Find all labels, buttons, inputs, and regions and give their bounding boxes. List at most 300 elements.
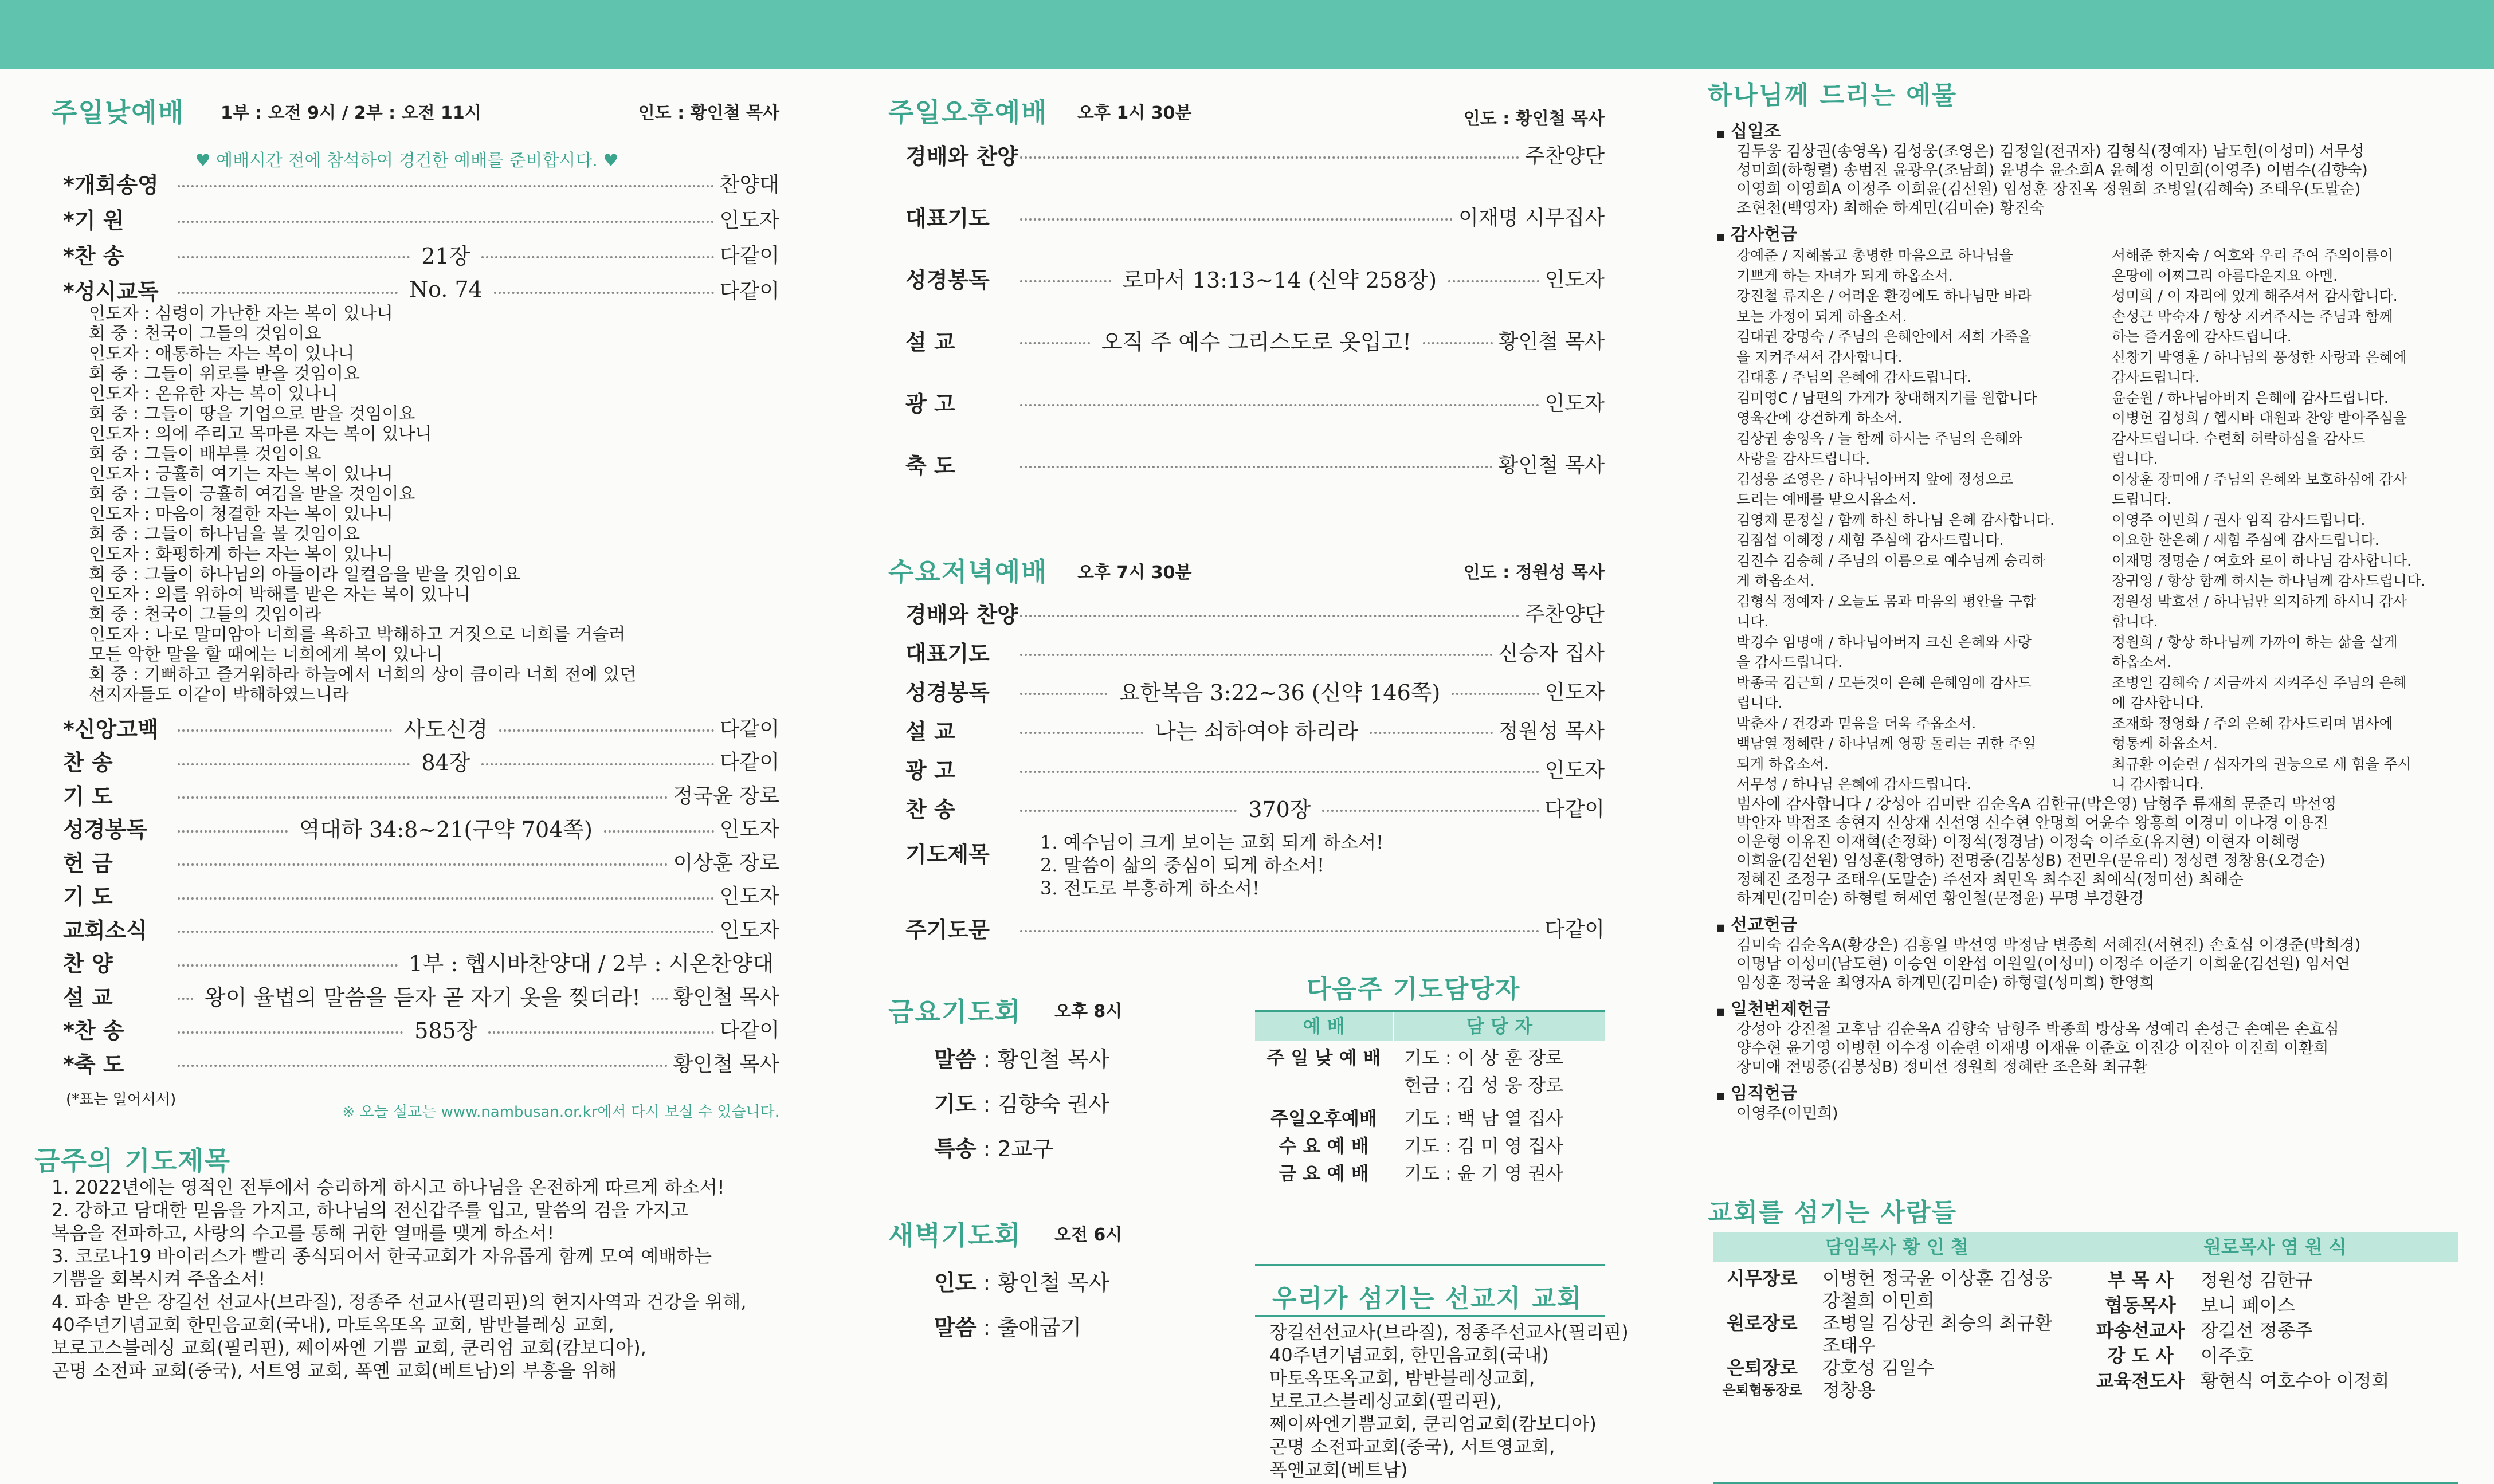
- thanks-line: 을 감사드립니다.: [1736, 654, 1842, 670]
- thanks-line: 김상권 송영옥 / 늘 함께 하시는 주님의 은혜와: [1736, 430, 2022, 447]
- order-row: [63, 1046, 779, 1079]
- sunday-afternoon-time: 오후 1시 30분: [1077, 103, 1192, 123]
- staff-row: [1713, 1379, 2080, 1401]
- wednesday-title: 수요저녁예배: [888, 556, 1048, 587]
- reading-line: 인도자 : 마음이 청결한 자는 복이 있나니: [89, 504, 394, 524]
- next-week-header: [1255, 1012, 1605, 1041]
- order-row: [63, 778, 779, 811]
- order-row: [905, 713, 1605, 746]
- worship-name: 금 요 예 배: [1279, 1163, 1369, 1184]
- prayer-line: 2. 말씀이 삶의 중심이 되게 하소서!: [1040, 854, 1325, 876]
- staff-role: 강 도 사: [2107, 1345, 2174, 1367]
- bullet-icon: ■: [1716, 1090, 1726, 1101]
- duty-person: 기도 : 김 미 영 집사: [1404, 1135, 1564, 1157]
- thanks-line: 김성웅 조영은 / 하나님아버지 앞에 정성으로: [1736, 470, 2013, 488]
- order-person: 다같이: [719, 751, 780, 774]
- order-label: *찬 송: [63, 243, 124, 269]
- emeritus-pastor: 원로목사 염 원 식: [2203, 1236, 2347, 1258]
- dawn-line-key: 말씀: [934, 1315, 977, 1340]
- offering-line: 김두웅 김상권(송영옥) 김성웅(조영은) 김정일(전귀자) 김형식(정예자) 남도현(이성미) 서무성: [1736, 143, 2364, 160]
- staff-row: [1713, 1357, 2080, 1379]
- next-week-row: [1255, 1132, 1605, 1160]
- standing-footnote: (*표는 일어서서): [66, 1091, 177, 1108]
- offering-line: 양수현 윤기영 이병헌 이수정 이순련 이재명 이재윤 이준호 이진강 이진아 이진희 이환희: [1736, 1039, 2329, 1057]
- order-person: 인도자: [1544, 680, 1605, 704]
- wednesday-prayer-label: 기도제목: [905, 842, 990, 867]
- prayer-topic-line: 기쁨을 회복시켜 주옵소서!: [52, 1268, 266, 1290]
- thanks-line: 이병헌 김성희 / 헵시바 대원과 찬양 받아주심을: [2112, 410, 2407, 426]
- dot-leader: [494, 292, 714, 294]
- prayer-topic-line: 1. 2022년에는 영적인 전투에서 승리하게 하시고 하나님을 온전하게 따르게 하소서!: [52, 1176, 725, 1198]
- order-detail: 1부 : 헵시바찬양대 / 2부 : 시온찬양대: [409, 951, 774, 976]
- mission-line: 마토옥또옥교회, 밤반블레싱교회,: [1269, 1367, 1535, 1389]
- order-person: 인도자: [1544, 391, 1605, 415]
- staff-row: [1713, 1290, 2080, 1312]
- staff-role: 부 목 사: [2107, 1269, 2174, 1291]
- thanks-line: 이요한 한은혜 / 새힘 주심에 감사드립니다.: [2112, 532, 2379, 548]
- staff-row: [2092, 1293, 2458, 1318]
- prayer-topic-line: 40주년기념교회 한민음교회(국내), 마토옥또옥 교회, 밤반블레싱 교회,: [52, 1314, 614, 1336]
- order-label: 경배와 찬양: [905, 143, 1018, 169]
- order-person: 인도자: [719, 208, 779, 232]
- staff-role: 파송선교사: [2096, 1320, 2185, 1341]
- prayer-topic-line: 3. 코로나19 바이러스가 빨리 종식되어서 한국교회가 자유롭게 함께 모여 예배하는: [52, 1245, 712, 1267]
- dot-leader: [178, 998, 193, 1000]
- duty-person: 기도 : 백 남 열 집사: [1404, 1108, 1564, 1129]
- order-detail: 370장: [1248, 796, 1311, 822]
- order-person: 이상훈 장로: [673, 851, 779, 875]
- staff-role: 은퇴협동장로: [1722, 1382, 1802, 1398]
- offering-heading-text: 일천번제헌금: [1731, 999, 1831, 1019]
- dot-leader: [178, 863, 668, 866]
- column-offerings: [1702, 74, 2458, 1430]
- friday-time: 오후 8시: [1054, 1002, 1123, 1022]
- order-person: 정원성 목사: [1498, 719, 1605, 743]
- order-label: 찬 양: [63, 951, 113, 976]
- friday-line-value: : 2교구: [976, 1136, 1053, 1161]
- header-bar: [0, 0, 2494, 69]
- dot-leader: [1020, 654, 1493, 656]
- staff-row: [2092, 1343, 2458, 1368]
- order-row: [63, 979, 779, 1012]
- thanks-line: 니 감사합니다.: [2112, 776, 2204, 792]
- thanks-line: 되게 하옵소서.: [1736, 755, 1829, 772]
- dot-leader: [178, 897, 714, 900]
- staff-names: 조태우: [1822, 1334, 1876, 1356]
- staff-names: 이주호: [2201, 1345, 2254, 1367]
- prayer-topics-title: 금주의 기도제목: [34, 1145, 232, 1176]
- staff-role: 원로장로: [1727, 1312, 1798, 1334]
- missions-title: 우리가 섬기는 선교지 교회: [1272, 1284, 1583, 1313]
- sunday-afternoon-title: 주일오후예배: [888, 97, 1048, 128]
- thanks-column: [1716, 245, 2112, 795]
- dot-leader: [178, 221, 714, 223]
- offering-heading: [1716, 995, 2479, 1020]
- staff-names: 정창용: [1822, 1379, 1876, 1401]
- order-person: 신승자 집사: [1498, 641, 1605, 665]
- thanks-line: 하옵소서.: [2112, 654, 2172, 670]
- order-row: [905, 635, 1605, 668]
- order-row: [63, 202, 779, 235]
- friday-title: 금요기도회: [888, 996, 1022, 1027]
- thanks-line: 박경수 임명애 / 하나님아버지 크신 은혜와 사랑: [1736, 633, 2032, 650]
- reading-line: 인도자 : 나로 말미암아 너희를 욕하고 박해하고 거짓으로 너희를 거슬러: [89, 625, 626, 645]
- thanks-line: 합니다.: [2112, 613, 2158, 630]
- dot-leader: [1020, 404, 1539, 406]
- thanks-line: 을 지켜주셔서 감사합니다.: [1736, 348, 1903, 366]
- offering-line: 강성아 강진철 고후남 김순옥A 김향숙 남형주 박종희 방상옥 성예리 손성근 손예은 손효심: [1736, 1020, 2339, 1038]
- order-row: [63, 845, 779, 878]
- dot-leader: [1020, 342, 1090, 344]
- next-week-row: [1255, 1044, 1605, 1071]
- friday-line: [934, 1082, 1109, 1126]
- offering-line: 이명남 이성미(남도현) 이승연 이완섭 이원일(이성미) 이정주 이준기 이희윤(김선원) 임서연: [1736, 955, 2350, 973]
- offering-heading-text: 선교헌금: [1731, 914, 1798, 935]
- staff-title: 교회를 섬기는 사람들: [1708, 1198, 1958, 1227]
- offering-heading: [1716, 1079, 2479, 1104]
- thanks-line: 김진수 김승혜 / 주님의 이름으로 예수님께 승리하: [1736, 552, 2046, 569]
- prayer-line: 3. 전도로 부흥하게 하소서!: [1040, 877, 1260, 899]
- reading-line: 인도자 : 온유한 자는 복이 있나니: [89, 384, 338, 404]
- duty-person: 기도 : 윤 기 영 권사: [1404, 1163, 1564, 1184]
- staff-row: [1713, 1312, 2080, 1334]
- dawn-details: [934, 1261, 1109, 1350]
- thanks-line: 이영주 이민희 / 권사 임직 감사드립니다.: [2112, 511, 2366, 528]
- thanks-line: 립니다.: [1736, 694, 1783, 711]
- order-of-worship: [63, 166, 779, 309]
- offering-line: 이운형 이유진 이재혁(손정화) 이정석(정경남) 이정숙 이주호(유지현) 이현자 이혜령: [1736, 833, 2300, 851]
- reading-line: 회 중 : 그들이 배부를 것임이요: [89, 444, 321, 464]
- order-person: 정국윤 장로: [673, 784, 779, 808]
- next-week-title: 다음주 기도담당자: [1307, 975, 1521, 1004]
- friday-line-value: : 황인철 목사: [976, 1047, 1110, 1072]
- thanks-line: 김대홍 / 주님의 은혜에 감사드립니다.: [1736, 369, 1972, 386]
- dot-leader: [1020, 771, 1539, 773]
- order-row: [63, 912, 779, 945]
- reading-line: 회 중 : 그들이 위로를 받을 것임이요: [89, 364, 360, 384]
- row-gap: [1255, 1099, 1605, 1105]
- order-person: 찬양대: [719, 172, 779, 197]
- staff-row: [2092, 1267, 2458, 1293]
- thanks-line: 에 감사합니다.: [2112, 694, 2204, 711]
- order-label: 헌 금: [63, 850, 113, 876]
- dot-leader: [1020, 615, 1519, 617]
- friday-line-key: 말씀: [934, 1047, 977, 1072]
- staff-row: [2092, 1368, 2458, 1393]
- preparation-notice: ♥ 예배시간 전에 참석하여 경건한 예배를 준비합시다. ♥: [195, 151, 619, 171]
- header-person: 담 당 자: [1466, 1015, 1533, 1037]
- order-detail: 요한복음 3:22~36 (신약 146쪽): [1119, 680, 1441, 705]
- dot-leader: [178, 729, 392, 732]
- order-person: 다같이: [719, 717, 780, 741]
- order-label: *축 도: [63, 1051, 124, 1077]
- friday-details: [934, 1037, 1109, 1171]
- order-label: *성시교독: [63, 278, 159, 304]
- dot-leader: [178, 1031, 403, 1034]
- bullet-icon: ■: [1716, 1006, 1726, 1017]
- order-person: 인도자: [1544, 758, 1605, 782]
- reading-line: 회 중 : 천국이 그들의 것임이요: [89, 324, 321, 344]
- offering-line: 조현천(백영자) 최해순 하계민(김미순) 황진숙: [1736, 199, 2045, 217]
- dot-leader: [1020, 466, 1493, 468]
- wednesday-leader: 인도 : 정원성 목사: [1463, 563, 1605, 583]
- order-detail: 84장: [421, 750, 470, 775]
- mission-line: 곤명 소전파교회(중국), 서트영교회,: [1269, 1436, 1555, 1458]
- staff-names: 황현식 여호수아 이정희: [2201, 1370, 2390, 1392]
- column-sunday-morning: [34, 74, 779, 1430]
- offering-heading-text: 감사헌금: [1731, 225, 1798, 245]
- prayer-topic-line: 복음을 전파하고, 사랑의 수고를 통해 귀한 열매를 맺게 하소서!: [52, 1222, 555, 1244]
- prayer-topic-line: 2. 강하고 담대한 믿음을 가지고, 하나님의 전신갑주를 입고, 말씀의 검을 가지고: [52, 1199, 688, 1221]
- order-label: 축 도: [905, 453, 955, 478]
- staff-names: 강호성 김일수: [1822, 1357, 1935, 1379]
- thanks-line: 윤순원 / 하나님아버지 은혜에 감사드립니다.: [2112, 389, 2389, 406]
- order-person: 다같이: [719, 1019, 780, 1042]
- order-label: 기 도: [63, 783, 113, 809]
- thanks-line: 영육간에 강건하게 하소서.: [1736, 410, 1903, 426]
- mission-line: 보로고스블레싱교회(필리핀),: [1269, 1390, 1503, 1412]
- dot-leader: [178, 256, 410, 258]
- order-person: 황인철 목사: [1498, 453, 1605, 477]
- thanks-line: 립니다.: [2112, 450, 2158, 467]
- order-row: [905, 261, 1605, 295]
- next-week-row: [1255, 1105, 1605, 1132]
- thanks-line: 강예준 / 지혜롭고 총명한 마음으로 하나님을: [1736, 247, 2013, 264]
- prayer-line: 1. 예수님이 크게 보이는 교회 되게 하소서!: [1040, 831, 1384, 853]
- dawn-time: 오전 6시: [1054, 1225, 1123, 1245]
- thanks-line: 백남열 정혜란 / 하나님께 영광 돌리는 귀한 주일: [1736, 735, 2036, 752]
- order-detail: No. 74: [409, 277, 483, 302]
- order-person: 인도자: [719, 918, 779, 942]
- sunday-morning-time: 1부 : 오전 9시 / 2부 : 오전 11시: [221, 103, 481, 123]
- order-row: [905, 199, 1605, 233]
- dot-leader: [1020, 693, 1107, 695]
- order-label: 광 고: [905, 391, 955, 417]
- order-row: [63, 237, 779, 270]
- dot-leader: [1020, 810, 1237, 812]
- thanks-line: 박종국 김근희 / 모든것이 은혜 은혜임에 감사드: [1736, 674, 2032, 691]
- thanks-line: 형통케 하옵소서.: [2112, 735, 2218, 752]
- responsive-reading: [89, 304, 636, 705]
- thanks-line: 감사드립니다. 수련회 허락하심을 감사드: [2112, 430, 2366, 447]
- staff-role: [1713, 1334, 1811, 1357]
- order-label: 성경봉독: [905, 680, 990, 705]
- offering-line: 성미희(하형렬) 송범진 윤광우(조남희) 윤명수 윤소희A 윤혜정 이민희(이영주) 이범수(김향숙): [1736, 162, 2368, 179]
- order-row: [905, 138, 1605, 171]
- order-row: [905, 323, 1605, 356]
- order-label: 성경봉독: [63, 817, 147, 842]
- order-person: 주찬양단: [1524, 144, 1605, 168]
- offerings-list: [1716, 115, 2479, 1123]
- staff-role: 교육전도사: [2096, 1370, 2185, 1392]
- thanks-line: 드립니다.: [2112, 491, 2172, 508]
- order-label: *찬 송: [63, 1018, 124, 1043]
- order-label: *신앙고백: [63, 716, 159, 742]
- lords-prayer-row: [905, 911, 1605, 944]
- wednesday-order: [905, 596, 1605, 831]
- order-label: 경배와 찬양: [905, 602, 1018, 627]
- prayer-topic-line: 곤명 소전파 교회(중국), 서트영 교회, 폭옌 교회(베트남)의 부흥을 위해: [52, 1360, 617, 1381]
- sunday-afternoon-leader: 인도 : 황인철 목사: [1463, 109, 1605, 129]
- order-row: [905, 752, 1605, 785]
- missions-list: [1269, 1321, 1629, 1481]
- reading-line: 인도자 : 애통하는 자는 복이 있나니: [89, 344, 355, 364]
- order-label: 설 교: [63, 984, 113, 1010]
- order-row: [63, 273, 779, 306]
- staff-role: [1713, 1290, 1811, 1312]
- worship-name: [1255, 1071, 1393, 1099]
- thanks-line: 게 하옵소서.: [1736, 572, 1815, 589]
- afternoon-order: [905, 138, 1605, 516]
- friday-line: [934, 1126, 1109, 1171]
- order-person: 이재명 시무집사: [1458, 206, 1605, 230]
- senior-pastor: 담임목사 황 인 철: [1825, 1236, 1968, 1258]
- offering-line: 장미애 전명중(김봉성B) 정미선 정원희 정혜란 조은화 최규환: [1736, 1058, 2148, 1076]
- staff-names: 조병일 김상권 최승의 최규환: [1822, 1312, 2053, 1334]
- offering-line: 박안자 박점조 송현지 신상재 신선영 신수현 안명희 어윤수 왕흥희 이경미 이나경 이용진: [1736, 814, 2329, 832]
- dawn-line: [934, 1261, 1109, 1305]
- next-week-rows: [1255, 1041, 1605, 1187]
- dot-leader: [178, 830, 288, 833]
- thanks-line: 신창기 박영훈 / 하나님의 풍성한 사랑과 은혜에: [2112, 348, 2407, 366]
- reading-line: 회 중 : 기뻐하고 즐거워하라 하늘에서 너희의 상이 큼이라 너희 전에 있던: [89, 665, 637, 685]
- staff-names: 정원성 김한규: [2201, 1269, 2313, 1291]
- header-worship: 예 배: [1255, 1012, 1394, 1041]
- offering-heading: [1716, 117, 2479, 142]
- thanks-columns: [1716, 245, 2479, 795]
- sunday-morning-title: 주일낮예배: [52, 97, 185, 128]
- order-label: 찬 송: [63, 750, 113, 775]
- thanks-line: 성미희 / 이 자리에 있게 해주셔서 감사합니다.: [2112, 288, 2398, 304]
- order-detail: 왕이 율법의 말씀을 듣자 곧 자기 옷을 찢더라!: [205, 984, 641, 1010]
- offerings-title: 하나님께 드리는 예물: [1708, 81, 1958, 110]
- order-person: 인도자: [1544, 268, 1605, 292]
- order-row: [63, 878, 779, 912]
- offering-line: 임성훈 정국윤 최영자A 하계민(김미순) 하형렬(성미희) 한영희: [1736, 973, 2155, 992]
- order-row: [905, 596, 1605, 629]
- order-label: 대표기도: [905, 641, 990, 666]
- staff-role: 은퇴장로: [1727, 1357, 1798, 1379]
- order-label: 기 도: [63, 884, 113, 909]
- dawn-line-value: : 출애굽기: [976, 1315, 1082, 1340]
- offering-line: 이희윤(김선원) 임성훈(황영하) 전명중(김봉성B) 전민우(문유리) 정성련 정창용(오경순): [1736, 851, 2326, 870]
- reading-line: 선지자들도 이같이 박해하였느니라: [89, 685, 349, 705]
- order-detail: 나는 쇠하여야 하리라: [1155, 719, 1358, 744]
- thanks-line: 박춘자 / 건강과 믿음을 더욱 주옵소서.: [1736, 714, 1977, 732]
- dot-leader: [1020, 218, 1453, 221]
- prayer-topic-line: 보로고스블레싱 교회(필리핀), 쩨이싸엔 기쁨 교회, 쿤리엄 교회(캄보디아),: [52, 1337, 646, 1359]
- dot-leader: [1020, 156, 1519, 159]
- thanks-line: 서해준 한지숙 / 여호와 우리 주여 주의이름이: [2112, 247, 2393, 264]
- thanks-line: 보는 가정이 되게 하옵소서.: [1736, 308, 1907, 325]
- thanks-line: 사랑을 감사드립니다.: [1736, 450, 1871, 467]
- thanks-line: 김대권 강명숙 / 주님의 은혜안에서 저희 가족을: [1736, 328, 2032, 345]
- next-week-row: [1255, 1071, 1605, 1099]
- prayer-topic-line: 4. 파송 받은 장길선 선교사(브라질), 정종주 선교사(필리핀)의 현지사역과 건강을 위해,: [52, 1291, 747, 1313]
- order-person: 인도자: [719, 885, 779, 908]
- thanks-line: 이재명 정명순 / 여호와 로이 하나님 감사합니다.: [2112, 552, 2411, 569]
- order-label: 성경봉독: [905, 267, 990, 293]
- order-label: 설 교: [905, 719, 955, 744]
- bullet-icon: ■: [1716, 231, 1726, 242]
- column-afternoon: [883, 74, 1629, 1481]
- order-person: 황인철 목사: [673, 1052, 779, 1076]
- order-row: [63, 744, 779, 778]
- thanks-line: 정원성 박효선 / 하나님만 의지하게 하시니 감사: [2112, 592, 2407, 610]
- dot-leader: [1370, 732, 1493, 734]
- order-person: 다같이: [719, 279, 779, 303]
- offering-heading-text: 십일조: [1731, 121, 1781, 142]
- dot-leader: [1423, 342, 1493, 344]
- wednesday-prayers: [1034, 831, 1389, 900]
- order-label: 대표기도: [905, 205, 990, 231]
- dot-leader: [488, 1031, 713, 1034]
- worship-name: 수 요 예 배: [1279, 1135, 1369, 1157]
- wednesday-time: 오후 7시 30분: [1077, 563, 1192, 583]
- thanks-line: 김영채 문정실 / 함께 하신 하나님 은혜 감사합니다.: [1736, 511, 2054, 528]
- staff-names: 보니 페이스: [2201, 1294, 2295, 1316]
- dot-leader: [178, 1065, 668, 1067]
- staff-role: 시무장로: [1727, 1267, 1798, 1289]
- offering-line: 이영희 이영희A 이정주 이희윤(김선원) 임성훈 장진옥 정원희 조병일(김혜숙) 조태우(도말순): [1736, 180, 2361, 198]
- thanks-line: 감사드립니다.: [2112, 369, 2199, 386]
- thanks-line: 조재화 정영화 / 주의 은혜 감사드리며 범사에: [2112, 714, 2393, 732]
- dot-leader: [178, 931, 714, 933]
- thanks-line: 하는 즐거움에 감사드립니다.: [2112, 328, 2292, 345]
- thanks-line: 정원희 / 항상 하나님께 가까이 하는 삶을 살게: [2112, 633, 2398, 650]
- order-person: 황인철 목사: [673, 985, 779, 1009]
- order-row: [63, 945, 779, 979]
- staff-bottom-rule: [1713, 1482, 2458, 1484]
- offering-line: 이영주(이민희): [1736, 1104, 1838, 1122]
- next-week-row: [1255, 1160, 1605, 1187]
- offering-line: 김미숙 김순옥A(황강은) 김흥일 박선영 박정남 변종희 서혜진(서현진) 손효심 이경준(박희경): [1736, 936, 2361, 954]
- order-row: [905, 791, 1605, 824]
- reading-line: 회 중 : 그들이 땅을 기업으로 받을 것임이요: [89, 404, 415, 424]
- mission-line: 쩨이싸엔기쁨교회, 쿤리엄교회(캄보디아): [1269, 1413, 1597, 1435]
- order-label: *개회송영: [63, 172, 159, 198]
- dot-leader: [481, 763, 713, 765]
- bullet-icon: ■: [1716, 128, 1726, 139]
- order-detail: 오직 주 예수 그리스도로 옷입고!: [1101, 329, 1411, 355]
- staff-names: 강철희 이민희: [1822, 1290, 1935, 1312]
- dot-leader: [178, 763, 410, 765]
- dot-leader: [178, 185, 714, 187]
- order-label: 설 교: [905, 329, 955, 355]
- order-label: 찬 송: [905, 796, 955, 822]
- staff-table: [1713, 1232, 2458, 1484]
- worship-name: 주 일 낮 예 배: [1266, 1047, 1381, 1069]
- friday-line: [934, 1037, 1109, 1082]
- thanks-line: 온땅에 어찌그리 아름다운지요 아멘.: [2112, 267, 2338, 284]
- dot-leader: [1020, 930, 1539, 932]
- staff-names: 이병헌 정국윤 이상훈 김성웅: [1822, 1267, 2053, 1289]
- thanks-line: 서무성 / 하나님 은혜에 감사드립니다.: [1736, 776, 1972, 792]
- friday-line-key: 특송: [934, 1136, 977, 1161]
- duty-person: 헌금 : 김 성 웅 장로: [1404, 1074, 1564, 1096]
- thanks-line: 최규환 이순련 / 십자가의 권능으로 새 힘을 주시: [2112, 755, 2411, 772]
- prayer-topics-list: [52, 1176, 746, 1382]
- thanks-line: 이상훈 장미애 / 주님의 은혜와 보호하심에 감사: [2112, 470, 2407, 488]
- order-label: *기 원: [63, 207, 124, 233]
- mission-line: 폭옌교회(베트남): [1269, 1459, 1408, 1481]
- thanks-line: 니다.: [1736, 613, 1769, 630]
- duty-person: 기도 : 이 상 훈 장로: [1404, 1047, 1564, 1069]
- order-row: [63, 811, 779, 845]
- dot-leader: [1452, 693, 1539, 695]
- website-notice: ※ 오늘 설교는 www.nambusan.or.kr에서 다시 보실 수 있습니다.: [342, 1104, 779, 1121]
- thanks-line: 김형식 정예자 / 오늘도 몸과 마음의 평안을 구합: [1736, 592, 2036, 610]
